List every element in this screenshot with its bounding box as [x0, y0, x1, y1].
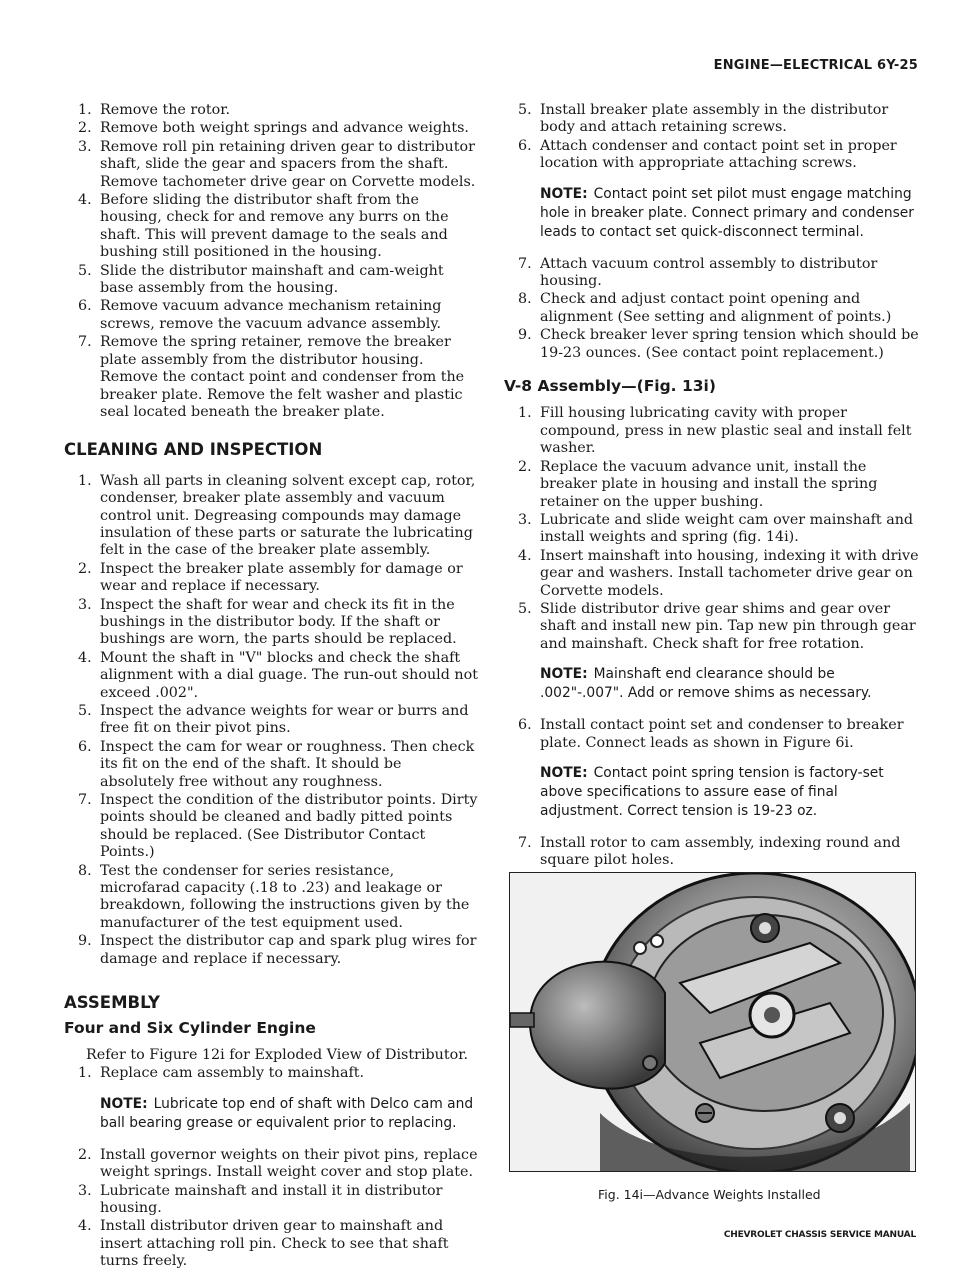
list-item: 7. Install rotor to cam assembly, indexing round and square pilot holes. — [518, 834, 901, 869]
step-number: 5. — [78, 703, 92, 719]
cleaning-steps — [70, 473, 478, 968]
step-text: Inspect the distributor cap and spark plug wires for damage and replace if necessary. — [100, 933, 477, 967]
step-number: 2. — [518, 458, 532, 475]
right-column — [504, 102, 920, 871]
step-text: Test the condenser for series resistance, microfarad capacity (.18 to .23) and leakage or breakdown, following the instructions given by the manufacturer of the test equipment used. — [100, 862, 470, 931]
step-number: 9. — [518, 327, 532, 344]
step-text: Install distributor driven gear to mainshaft and insert attaching roll pin. Check to see that shaft turns freely. — [100, 1218, 449, 1270]
four-six-steps-rest — [70, 1147, 478, 1271]
page-header: ENGINE—ELECTRICAL 6Y-25 — [713, 58, 918, 73]
list-item — [510, 512, 920, 547]
step-number: 4. — [78, 1218, 92, 1235]
list-item — [70, 1147, 478, 1182]
list-item — [70, 1183, 478, 1218]
step-text: Check and adjust contact point opening and alignment (See setting and alignment of points.) — [540, 291, 892, 325]
step-number: 1. — [518, 405, 532, 422]
distributor-photo — [510, 873, 915, 1171]
continued-steps-b — [510, 256, 920, 362]
list-item — [70, 792, 478, 862]
note-3: NOTE: Mainshaft end clearance should be .002"-.007". Add or remove shims as necessary. — [540, 666, 872, 702]
step-text: Replace the vacuum advance unit, install the breaker plate in housing and install the spring retainer on the upper bushing. — [540, 458, 878, 510]
step-text: Inspect the advance weights for wear or burrs and free fit on their pivot pins. — [100, 703, 469, 737]
step-text: Slide distributor drive gear shims and gear over shaft and install new pin. Tap new pin through gear and mainshaft. Check shaft for free rotation. — [540, 600, 916, 652]
list-item — [70, 739, 478, 791]
list-item — [70, 139, 478, 191]
list-item — [510, 405, 920, 457]
step-number: 2. — [78, 1146, 92, 1163]
step-number: 7. — [78, 334, 92, 351]
refer-text: Refer to Figure 12i for Exploded View of Distributor. — [86, 1046, 469, 1063]
step-number: 1. — [78, 472, 92, 489]
step-text: Remove both weight springs and advance weights. — [100, 120, 469, 137]
v8-heading: V-8 Assembly—(Fig. 13i) — [504, 377, 716, 396]
cleaning-heading: CLEANING AND INSPECTION — [64, 440, 323, 460]
v8-steps — [510, 405, 920, 653]
step-text: Remove the rotor. — [100, 102, 231, 118]
note-1: NOTE: Lubricate top end of shaft with Delco cam and ball bearing grease or equivalent prior to replacing. — [100, 1095, 474, 1131]
list-item — [510, 327, 920, 362]
step-text: Inspect the cam for wear or roughness. Then check its fit on the end of the shaft. It should be absolutely free without any roughness. — [100, 738, 475, 790]
figure-caption: Fig. 14i—Advance Weights Installed — [598, 1187, 821, 1202]
step-number: 6. — [78, 298, 92, 315]
step-number: 3. — [78, 1182, 92, 1199]
step-number: 8. — [78, 862, 92, 879]
figure-advance-weights-photo — [509, 872, 916, 1172]
step-number: 5. — [518, 600, 532, 617]
step-number: 3. — [78, 138, 92, 155]
list-item — [510, 459, 920, 511]
note-4: NOTE: Contact point spring tension is factory-set above specifications to assure ease of final adjustment. Correct tension is 19-23 oz. — [540, 764, 884, 819]
list-item — [70, 650, 478, 702]
list-item — [70, 703, 478, 738]
list-item — [70, 102, 478, 119]
left-column — [64, 102, 478, 1272]
list-item — [70, 561, 478, 596]
step-number: 2. — [78, 120, 92, 137]
continued-steps-a — [510, 102, 920, 173]
list-item — [70, 473, 478, 560]
step-text: Remove the spring retainer, remove the breaker plate assembly from the distributor housing. Remove the contact point and condenser from the breaker plate. Remove the felt washer and plastic seal located beneath the breaker plate. — [100, 334, 465, 420]
step-text: Inspect the breaker plate assembly for damage or wear and replace if necessary. — [100, 560, 463, 595]
step-number: 1. — [78, 102, 92, 118]
step-text: Attach condenser and contact point set in proper location with appropriate attaching screws. — [540, 137, 897, 172]
list-item — [70, 263, 478, 298]
step-text: Inspect the shaft for wear and check its fit in the bushings in the distributor body. If the shaft or bushings are worn, the parts should be replaced. — [100, 596, 457, 648]
list-item — [510, 102, 920, 137]
v8-step-6 — [510, 717, 920, 752]
list-item — [510, 291, 920, 326]
step-number: 5. — [78, 262, 92, 279]
step-text: Before sliding the distributor shaft from the housing, check for and remove any burrs on the shaft. This will prevent damage to the seals and bushing still positioned in the housing. — [100, 192, 449, 261]
disassembly-steps — [70, 102, 478, 421]
step-text: Install governor weights on their pivot pins, replace weight springs. Install weight cover and stop plate. — [100, 1146, 478, 1181]
step-text: Lubricate and slide weight cam over mainshaft and install weights and spring (fig. 14i). — [540, 511, 914, 546]
step-text: Install breaker plate assembly in the distributor body and attach retaining screws. — [540, 102, 889, 136]
step-number: 2. — [78, 560, 92, 577]
step-text: Mount the shaft in "V" blocks and check the shaft alignment with a dial guage. The run-out should not exceed .002". — [100, 649, 478, 701]
list-item: 6. Install contact point set and condenser to breaker plate. Connect leads as shown in Figure 6i. — [518, 717, 904, 751]
assembly-heading: ASSEMBLY — [64, 993, 160, 1013]
step-number: 6. — [518, 137, 532, 154]
step-number: 4. — [518, 547, 532, 564]
step-number: 5. — [518, 102, 532, 118]
step-text: Remove roll pin retaining driven gear to distributor shaft, slide the gear and spacers from the shaft. Remove tachometer drive gear on Corvette models. — [100, 138, 476, 190]
list-item — [70, 192, 478, 262]
list-item — [510, 138, 920, 173]
step-text: Insert mainshaft into housing, indexing it with drive gear and washers. Install tachometer drive gear on Corvette models. — [540, 547, 919, 599]
step-number: 4. — [78, 649, 92, 666]
list-item — [70, 597, 478, 649]
step-text: Slide the distributor mainshaft and cam-weight base assembly from the housing. — [100, 262, 444, 297]
list-item — [70, 1218, 478, 1270]
step-text: Remove vacuum advance mechanism retaining screws, remove the vacuum advance assembly. — [100, 298, 442, 332]
step-text: Lubricate mainshaft and install it in distributor housing. — [100, 1182, 443, 1216]
list-item — [70, 863, 478, 933]
step-text: Check breaker lever spring tension which should be 19-23 ounces. (See contact point replacement.) — [540, 327, 919, 361]
list-item — [510, 601, 920, 653]
list-item: 1. Replace cam assembly to mainshaft. — [78, 1065, 365, 1082]
step-text: Fill housing lubricating cavity with proper compound, press in new plastic seal and install felt washer. — [540, 405, 912, 457]
step-number: 6. — [78, 738, 92, 755]
step-number: 3. — [78, 596, 92, 613]
step-number: 8. — [518, 291, 532, 308]
step-number: 4. — [78, 192, 92, 209]
v8-step-7 — [510, 835, 920, 870]
step-text: Attach vacuum control assembly to distributor housing. — [540, 255, 878, 290]
four-six-heading: Four and Six Cylinder Engine — [64, 1018, 316, 1037]
step-number: 9. — [78, 933, 92, 950]
list-item — [70, 298, 478, 333]
step-text: Inspect the condition of the distributor points. Dirty points should be cleaned and badly pitted points should be replaced. (See Distributor Contact Points.) — [100, 792, 478, 861]
list-item — [510, 256, 920, 291]
footer-manual-title: CHEVROLET CHASSIS SERVICE MANUAL — [723, 1230, 916, 1240]
list-item — [70, 933, 478, 968]
step-number: 7. — [518, 255, 532, 272]
list-item — [70, 120, 478, 137]
four-six-step-1 — [70, 1065, 478, 1082]
step-number: 3. — [518, 511, 532, 528]
step-number: 7. — [78, 792, 92, 809]
step-text: Wash all parts in cleaning solvent except cap, rotor, condenser, breaker plate assembly and vacuum control unit. Degreasing compounds may damage insulation of these parts or saturate the lubricating felt in the case of the breaker plate assembly. — [100, 472, 476, 559]
list-item — [510, 548, 920, 600]
list-item — [70, 334, 478, 421]
note-2: NOTE: Contact point set pilot must engage matching hole in breaker plate. Connect primary and condenser leads to contact set quick-disconnect terminal. — [540, 185, 914, 240]
